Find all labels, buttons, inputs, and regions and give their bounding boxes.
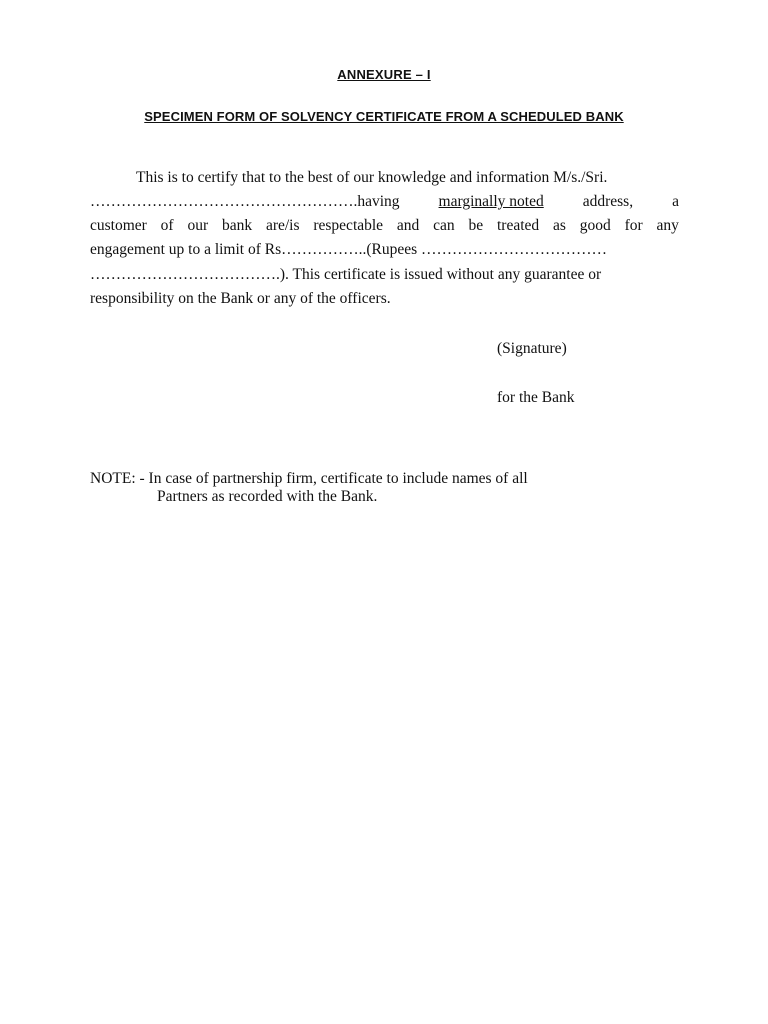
word: can xyxy=(433,217,455,234)
marginally-noted-text: marginally noted xyxy=(438,193,544,210)
word: respectable xyxy=(313,217,384,234)
note-line-2: Partners as recorded with the Bank. xyxy=(157,488,378,505)
certificate-line-6: responsibility on the Bank or any of the officers. xyxy=(90,290,391,307)
for-the-bank-label: for the Bank xyxy=(497,389,575,406)
word: of xyxy=(160,217,174,234)
having-text: …………………………………………….having xyxy=(90,193,400,210)
word: be xyxy=(468,217,484,234)
word: customer xyxy=(90,217,147,234)
annexure-heading: ANNEXURE – I xyxy=(337,67,431,82)
word: any xyxy=(656,217,679,234)
word: treated xyxy=(497,217,540,234)
word: our xyxy=(187,217,209,234)
word: and xyxy=(396,217,420,234)
word: good xyxy=(579,217,611,234)
word: for xyxy=(624,217,643,234)
signature-label: (Signature) xyxy=(497,340,567,357)
certificate-line-4: engagement up to a limit of Rs……………..(Rupees ……………………………… xyxy=(90,241,608,258)
form-title: SPECIMEN FORM OF SOLVENCY CERTIFICATE FROM A SCHEDULED BANK xyxy=(144,109,624,124)
word: bank xyxy=(221,217,253,234)
word: as xyxy=(553,217,566,234)
a-word: a xyxy=(672,193,679,210)
note-line-1: NOTE: - In case of partnership firm, certificate to include names of all xyxy=(90,470,528,487)
word: are/is xyxy=(265,217,300,234)
address-word: address, xyxy=(582,193,634,210)
certificate-line-1: This is to certify that to the best of our knowledge and information M/s./Sri. xyxy=(136,169,608,186)
certificate-line-2 xyxy=(90,192,679,212)
certificate-line-3 xyxy=(90,216,679,236)
certificate-line-5: ……………………………….). This certificate is issued without any guarantee or xyxy=(90,266,602,283)
